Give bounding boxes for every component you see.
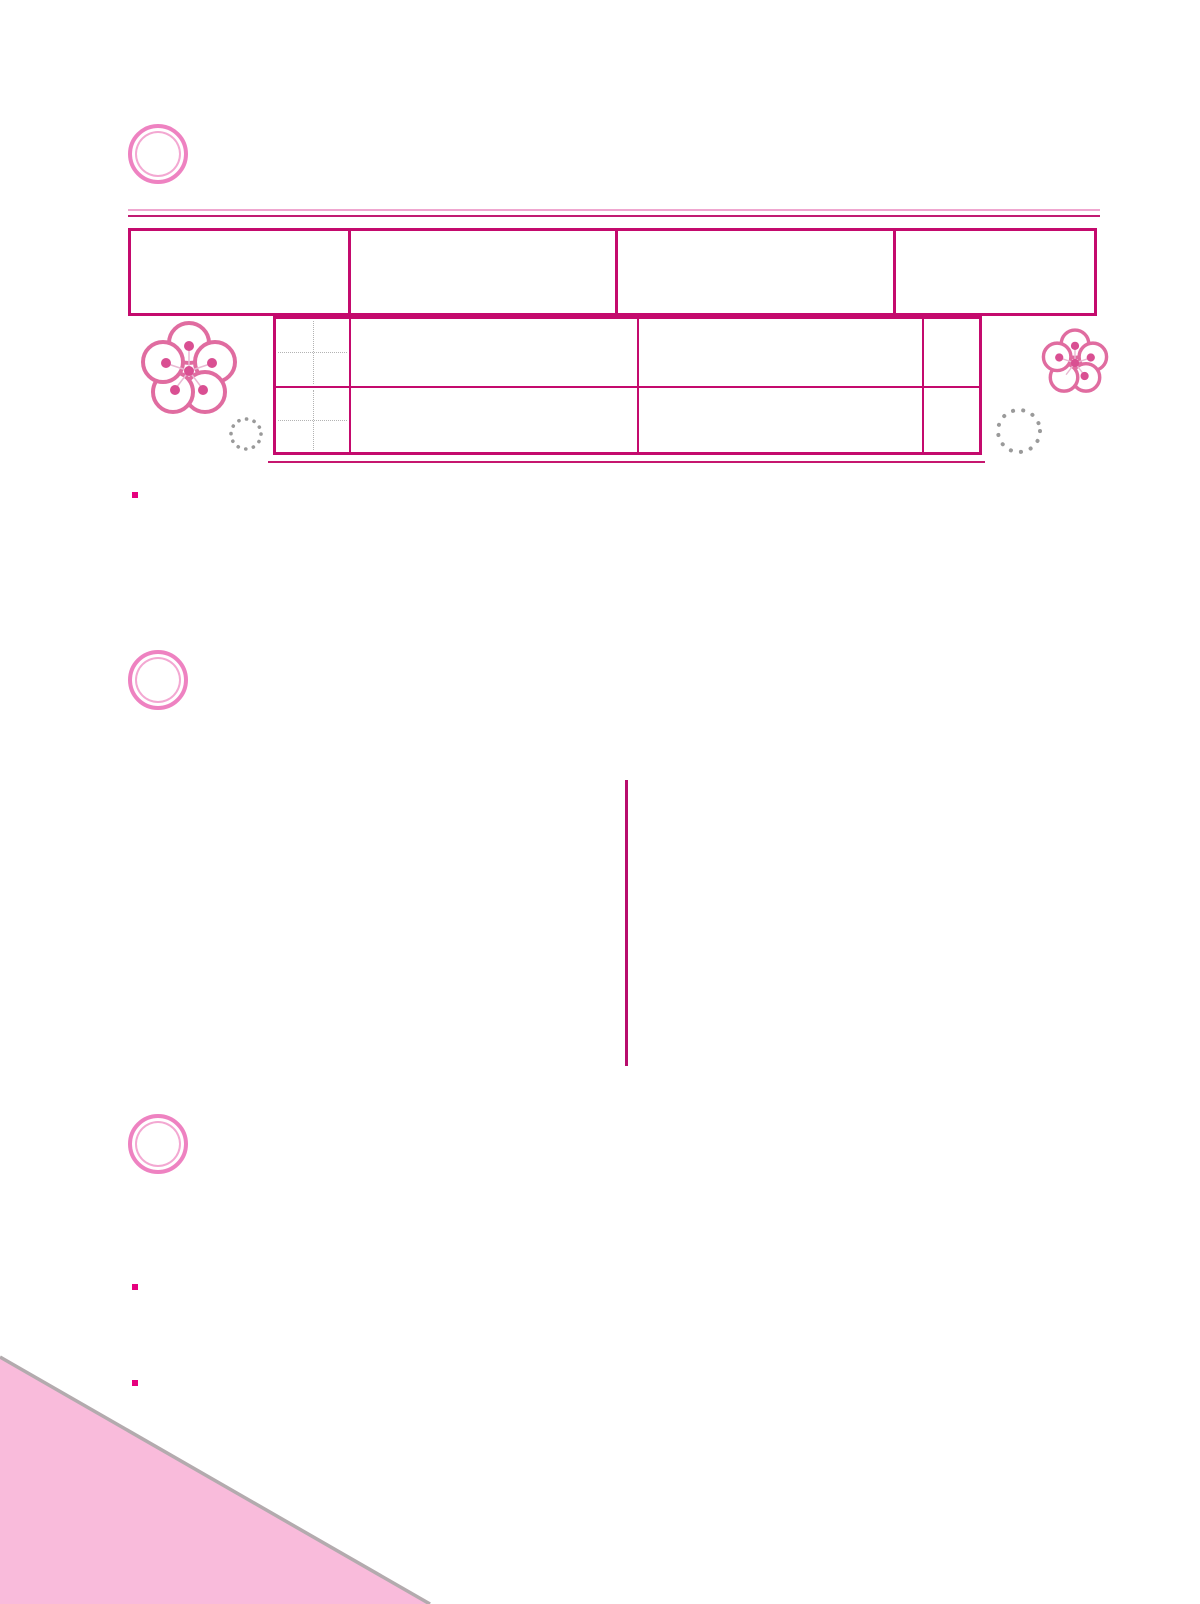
answer-grid-1 [132, 1284, 138, 1290]
corner-triangle [0, 1350, 1200, 1604]
task-8 [128, 648, 1100, 732]
table-underline [268, 461, 985, 463]
col-header-stroke-count [893, 231, 1094, 313]
table-meaning-cell [349, 319, 637, 386]
table-reading-cell [637, 319, 922, 386]
plum-blossom-icon [1040, 328, 1110, 398]
association-drawing-area [128, 772, 1100, 1072]
hieroglyph-liu [283, 390, 343, 450]
table-hieroglyph-cell [276, 386, 349, 453]
hieroglyph-table-body [273, 316, 982, 455]
plum-blossom-icon [138, 320, 240, 422]
table-stroke-count-cell [922, 319, 979, 386]
task-8-number-badge [128, 650, 188, 710]
task-7-number-badge [128, 124, 188, 184]
hieroglyph-ge [283, 322, 343, 382]
table-stroke-count-cell [922, 386, 979, 453]
table-meaning-cell [349, 386, 637, 453]
wavy-separator [128, 740, 1100, 772]
col-header-reading [615, 231, 893, 313]
hieroglyph-table-header [128, 228, 1097, 316]
col-header-hieroglyph [131, 231, 348, 313]
task-9 [128, 1112, 1100, 1232]
drawing-area-divider [625, 780, 628, 1066]
col-header-meaning [348, 231, 615, 313]
practice-grid [132, 492, 138, 498]
wavy-separator [128, 1072, 1100, 1104]
table-reading-cell [637, 386, 922, 453]
top-wave-pattern [0, 0, 1200, 118]
dotted-circle-icon [992, 404, 1046, 458]
separator-rule [128, 209, 1100, 217]
task-9-number-badge [128, 1114, 188, 1174]
table-hieroglyph-cell [276, 319, 349, 386]
dotted-circle-icon [226, 414, 266, 454]
task-7 [128, 122, 1100, 206]
